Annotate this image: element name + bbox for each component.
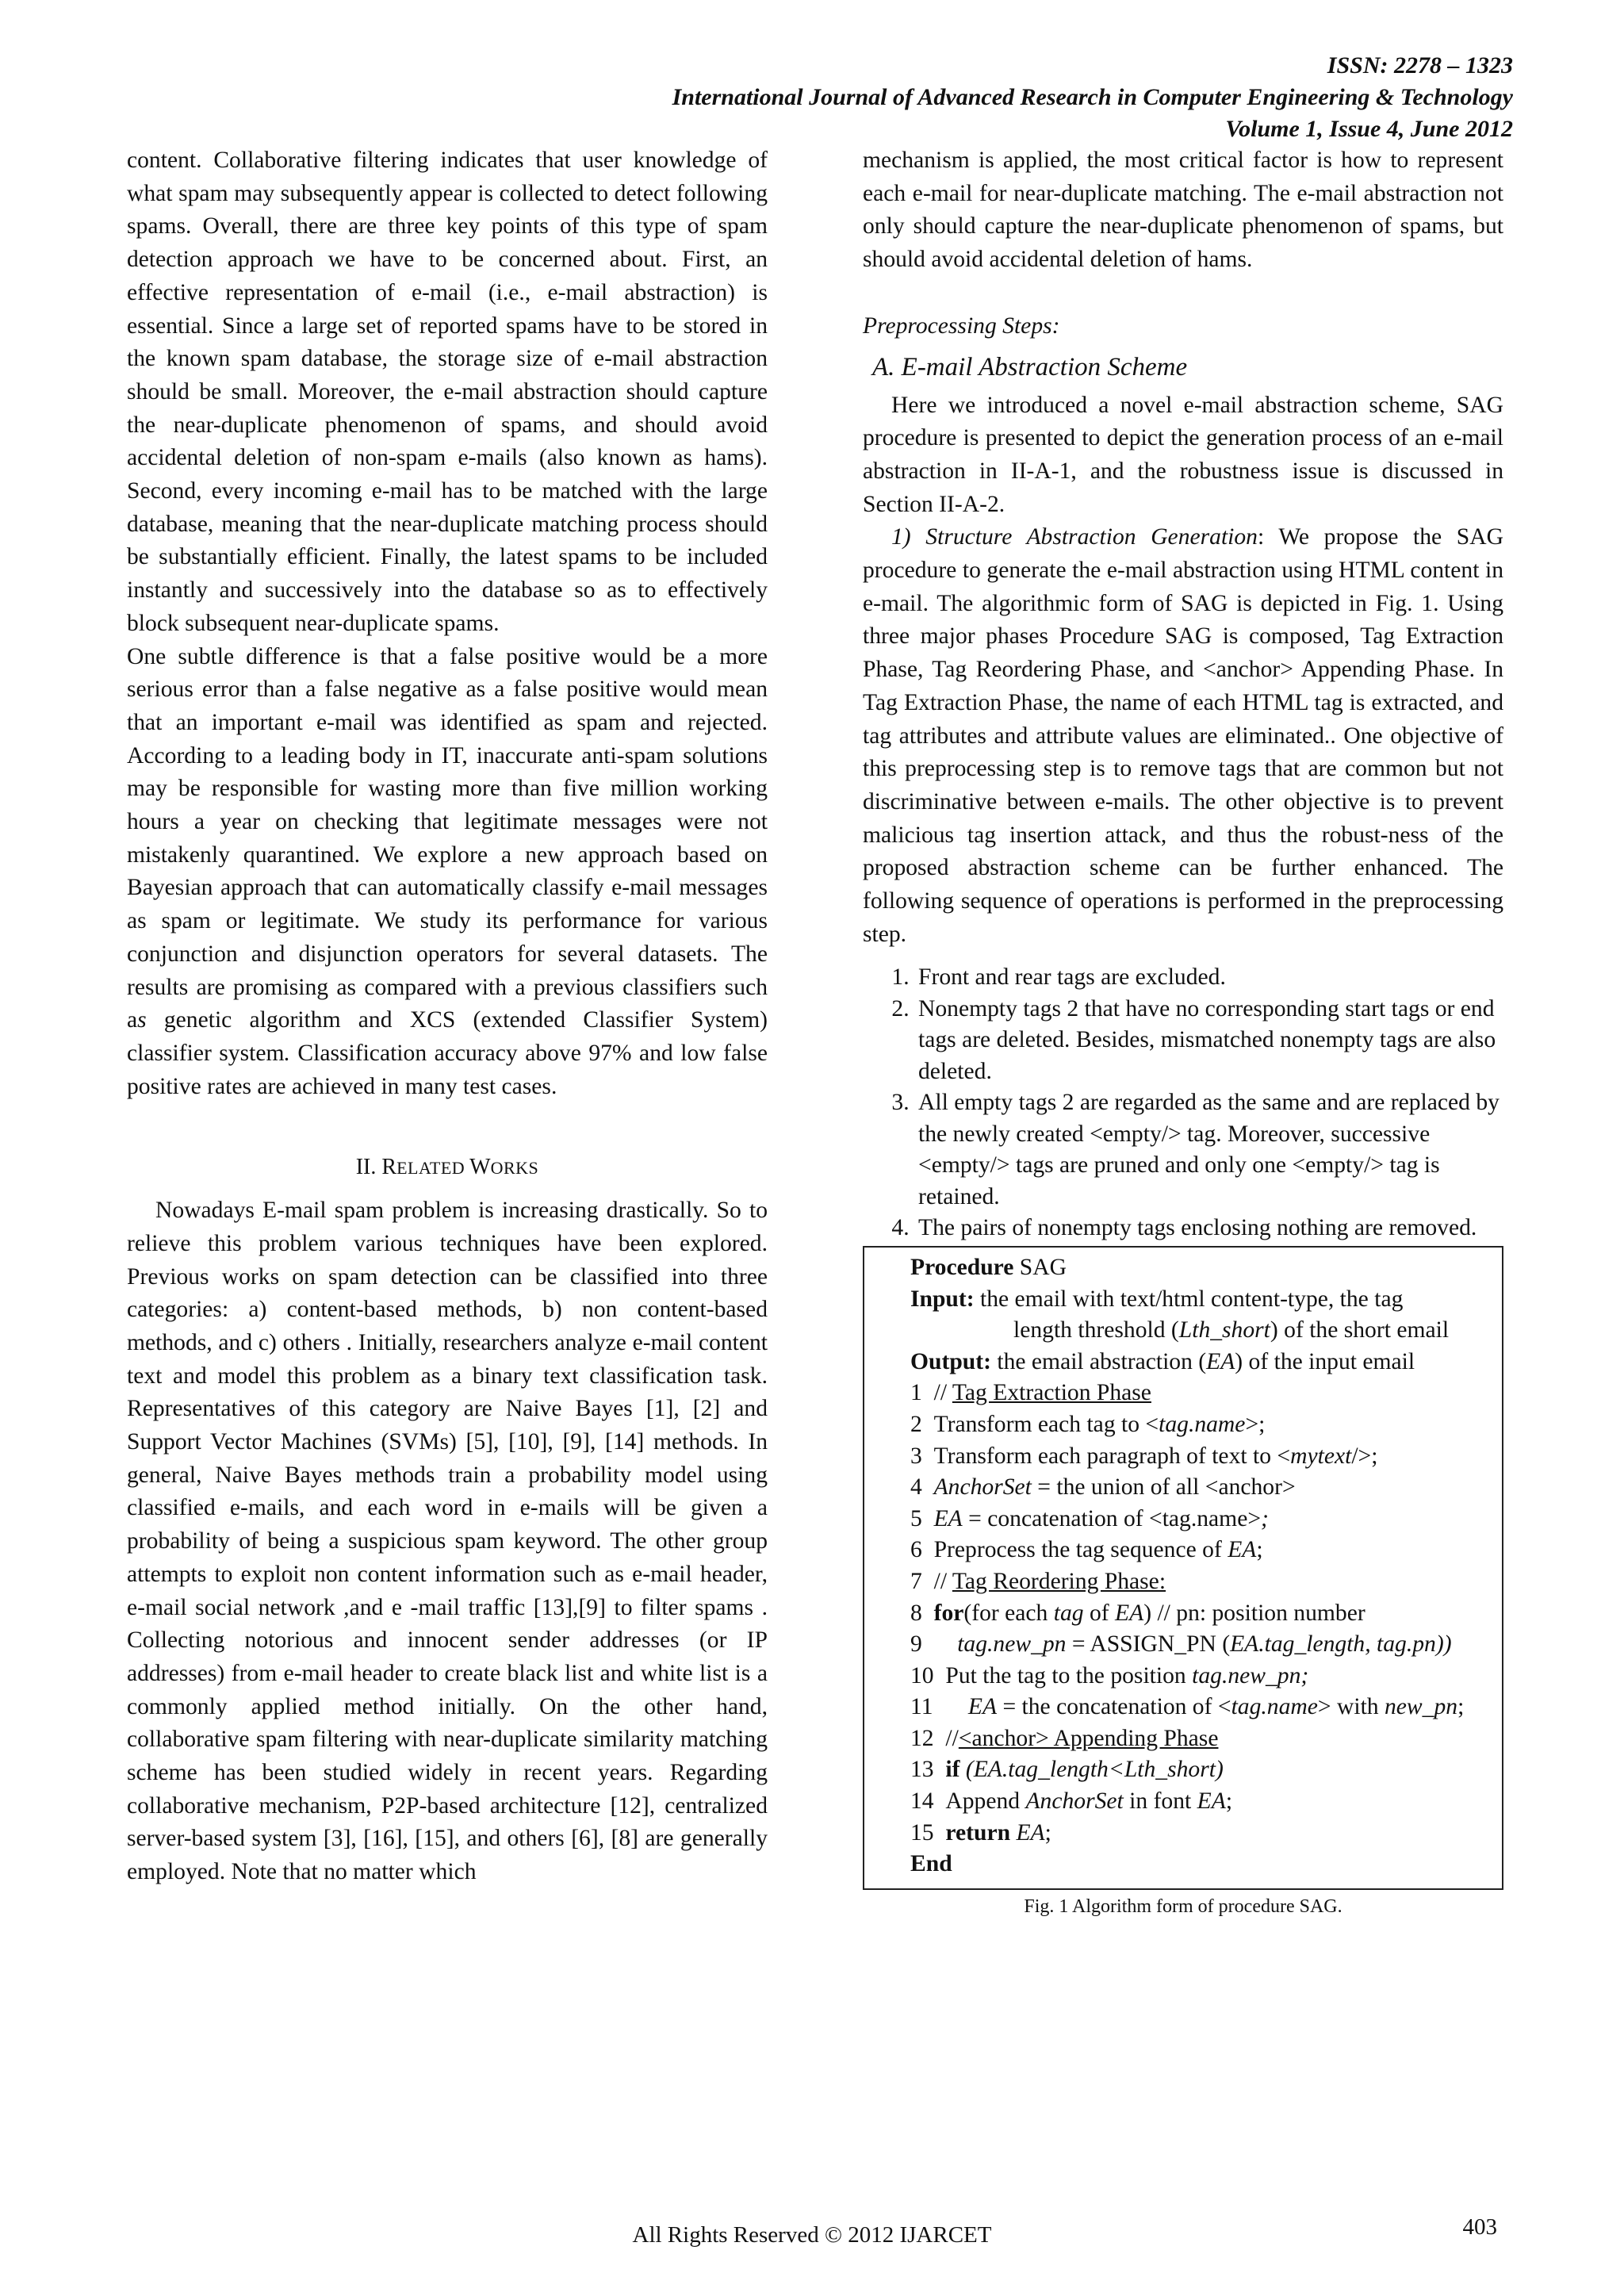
alg-line-number: 1 <box>910 1380 922 1406</box>
alg-text: = concatenation of <tag.name> <box>962 1505 1262 1531</box>
alg-text: = ASSIGN_PN ( <box>1066 1631 1231 1658</box>
alg-line-12 <box>879 1723 1488 1755</box>
alg-line-15 <box>879 1818 1488 1849</box>
left-paragraph-2 <box>127 641 768 1104</box>
alg-line-number: 13 <box>910 1757 934 1783</box>
right-paragraph-1: mechanism is applied, the most critical factor is how to represent each e-mail for near-duplicate matching. The e-mail abstraction not only should capture the near-duplicate phenomenon of spams, but should avoid accidental deletion of hams. <box>863 148 1503 273</box>
alg-text: > with <box>1317 1694 1385 1720</box>
page-number: 403 <box>1462 2214 1497 2240</box>
alg-keyword: Procedure <box>910 1254 1014 1280</box>
alg-italic: AnchorSet <box>933 1474 1032 1501</box>
left-p2-text-a: One subtle difference is that a false positive would be a more serious error than a false negative as a false positive would mean that an important e-mail was identified as spam and rejected. According to a leading body in IT, inaccurate anti-spam solutions may be responsible for wasting more than five million working hours a year on checking that legitimate messages were not mistakenly quarantined. We explore a new approach based on Bayesian approach that can automatically classify e-mail messages as spam or legitimate. We study its performance for various conjunction and disjunction operators for several datasets. The results are promising as compared with a previous classifiers such a <box>127 643 768 1033</box>
preprocessing-heading: Preprocessing Steps: <box>863 312 1060 339</box>
alg-line-number: 12 <box>910 1725 934 1751</box>
left-paragraph-1: content. Collaborative filtering indicates that user knowledge of what spam may subsequently appear is collected to detect following spams. Overall, there are three key points of this type of spam detection approach we have to be concerned about. First, an effective representation of e-mail (i.e., e-mail abstraction) is essential. Since a large set of reported spams have to be stored in the known spam database, the storage size of e-mail abstraction should be small. Moreover, the e-mail abstraction should capture the near-duplicate phenomenon of spams, and should avoid accidental deletion of non-spam e-mails (also known as hams). Second, every incoming e-mail has to be matched with the large database, meaning that the near-duplicate matching process should be substantially efficient. Finally, the latest spams to be included instantly and successively into the database so as to effectively block subsequent near-duplicate spams. <box>127 148 768 636</box>
alg-italic: ; <box>1261 1505 1269 1531</box>
alg-input <box>879 1284 1488 1316</box>
alg-text: = the concatenation of < <box>997 1694 1231 1720</box>
alg-italic: EA <box>1228 1537 1257 1563</box>
right-p3-text: : We propose the SAG procedure to generate the e-mail abstraction using HTML content in e-mail. The algorithmic form of SAG is depicted in Fig. 1. Using three major phases Procedure SAG is composed, Tag Extraction Phase, Tag Reordering Phase, and <anchor> Appending Phase. In Tag Extraction Phase, the name of each HTML tag is extracted, and tag attributes and attribute values are eliminated.. One objective of this preprocessing step is to remove tags that are common but not discriminative between e-mails. The other objective is to prevent malicious tag insertion attack, and thus the robust-ness of the proposed abstraction scheme can be further enhanced. The following sequence of operations is performed in the preprocessing step. <box>863 524 1503 947</box>
alg-text: SAG <box>1013 1254 1067 1280</box>
alg-line-3 <box>879 1441 1488 1473</box>
alg-italic: EA <box>967 1694 998 1720</box>
right-paragraph-3 <box>863 521 1503 951</box>
left-paragraph-3: Nowadays E-mail spam problem is increasing drastically. So to relieve this problem various techniques have been explored. Previous works on spam detection can be classified into three categories: a) content-based methods, b) non content-based methods, and c) others . Initially, researchers analyze e-mail content text and model this problem as a binary text classification task. Representatives of this category are Naive Bayes [1], [2] and Support Vector Machines (SVMs) [5], [10], [9], [14] methods. In general, Naive Bayes methods train a probability model using classified e-mails, and each word in e-mails will be given a probability of being a suspicious spam keyword. The other group attempts to exploit non content information such as e-mail header, e-mail social network ,and e -mail traffic [13],[9] to filter spams . Collecting notorious and innocent sender addresses (or IP addresses) from e-mail header to create black list and white list is a commonly applied method initially. On the other hand, collaborative spam filtering with near-duplicate similarity matching scheme has been studied widely in recent years. Regarding collaborative mechanism, P2P-based architecture [12], centralized server-based system [3], [16], [15], and others [6], [8] are generally employed. Note that no matter which <box>127 1198 768 1885</box>
list-item: 1. Front and rear tags are excluded. <box>915 962 1503 994</box>
alg-text: // <box>933 1568 952 1594</box>
alg-text: ; <box>1044 1819 1051 1846</box>
alg-keyword: End <box>910 1851 952 1877</box>
alg-line-number: 7 <box>910 1568 922 1594</box>
alg-text: ) of the short email <box>1270 1317 1450 1343</box>
preprocessing-steps-list <box>863 962 1503 1244</box>
list-item: 3. All empty tags 2 are regarded as the same and are replaced by the newly created <empty/> tag. Moreover, successive <empty/> tags are pruned and only one <empty/> tag is retained. <box>915 1087 1503 1213</box>
alg-text: // <box>945 1725 959 1751</box>
alg-line-6 <box>879 1535 1488 1566</box>
alg-line-number: 10 <box>910 1662 934 1688</box>
section-title-initial-1: R <box>381 1155 397 1180</box>
alg-line-2 <box>879 1409 1488 1441</box>
alg-text: // <box>933 1380 952 1406</box>
alg-line-number: 8 <box>910 1600 922 1626</box>
alg-text: the email abstraction ( <box>990 1348 1207 1374</box>
alg-text: of <box>1083 1600 1116 1626</box>
alg-text: ; <box>1457 1694 1465 1720</box>
alg-output <box>879 1347 1488 1378</box>
alg-italic: tag <box>1053 1600 1084 1626</box>
alg-line-10 <box>879 1661 1488 1692</box>
alg-line-13 <box>879 1754 1488 1786</box>
alg-italic: new_pn <box>1385 1694 1458 1720</box>
alg-keyword: Input: <box>910 1286 975 1312</box>
alg-line-8 <box>879 1598 1488 1630</box>
alg-italic: EA <box>1206 1348 1235 1374</box>
left-p2-text-b: genetic algorithm and XCS (extended Classifier System) classifier system <box>127 1007 768 1066</box>
alg-text: = the union of all <anchor> <box>1031 1474 1296 1501</box>
alg-underlined: Tag Extraction Phase <box>952 1380 1151 1406</box>
alg-text: ; <box>1225 1788 1233 1815</box>
alg-keyword: Output: <box>910 1348 991 1374</box>
header-issn: ISSN: 2278 – 1323 <box>1327 52 1513 79</box>
alg-italic: tag.name <box>1159 1411 1246 1437</box>
alg-line-9 <box>879 1629 1488 1661</box>
section-number: II. <box>355 1155 382 1180</box>
alg-text: the email with text/html content-type, the tag <box>974 1286 1404 1312</box>
alg-italic: EA <box>1197 1788 1226 1815</box>
alg-text: />; <box>1351 1443 1378 1469</box>
alg-line-number: 4 <box>910 1474 922 1501</box>
right-column <box>863 144 1503 1918</box>
alg-line-14 <box>879 1786 1488 1818</box>
alg-underlined: Tag Reordering Phase: <box>952 1568 1166 1594</box>
alg-text: ) of the input email <box>1235 1348 1415 1374</box>
right-paragraph-2: Here we introduced a novel e-mail abstraction scheme, SAG procedure is presented to depict the generation process of an e-mail abstraction in II-A-1, and the robustness issue is discussed in Section II-A-2. <box>863 392 1503 517</box>
alg-keyword: return <box>945 1819 1011 1846</box>
alg-line-number: 2 <box>910 1411 922 1437</box>
alg-italic: (EA.tag_length<Lth_short) <box>959 1757 1224 1783</box>
list-item: 4. The pairs of nonempty tags enclosing nothing are removed. <box>915 1213 1503 1244</box>
left-p2-text-c: Classification accuracy above 97% and low false positive rates are achieved in many test cases. <box>127 1040 768 1099</box>
section-title-rest-2: ORKS <box>490 1158 539 1179</box>
alg-italic: EA.tag_length, tag.pn)) <box>1230 1631 1452 1658</box>
alg-line-1 <box>879 1378 1488 1409</box>
alg-italic: EA <box>1115 1600 1144 1626</box>
alg-text: Put the tag to the position <box>945 1662 1193 1688</box>
alg-italic: EA <box>1010 1819 1045 1846</box>
list-item: 2. Nonempty tags 2 that have no corresponding start tags or end tags are deleted. Besides, mismatched nonempty tags are also deleted. <box>915 994 1503 1088</box>
alg-text: in font <box>1123 1788 1197 1815</box>
left-column <box>127 144 768 1889</box>
alg-procedure <box>879 1252 1488 1284</box>
alg-text: Preprocess the tag sequence of <box>933 1537 1228 1563</box>
section-title-initial-2: W <box>469 1155 491 1180</box>
subsection-heading: A. E-mail Abstraction Scheme <box>872 352 1188 381</box>
alg-text: (for each <box>963 1600 1054 1626</box>
alg-italic: Lth_short <box>1178 1317 1270 1343</box>
alg-line-5 <box>879 1504 1488 1535</box>
alg-text: >; <box>1245 1411 1266 1437</box>
alg-italic: AnchorSet <box>1025 1788 1124 1815</box>
section-title-related-works <box>127 1151 768 1185</box>
alg-text: Transform each tag to < <box>933 1411 1159 1437</box>
alg-line-7 <box>879 1566 1488 1598</box>
alg-text: Transform each paragraph of text to < <box>933 1443 1291 1469</box>
footer-copyright: All Rights Reserved © 2012 IJARCET <box>632 2222 992 2248</box>
alg-line-number: 6 <box>910 1537 922 1563</box>
alg-line-number: 11 <box>910 1694 933 1720</box>
run-in-heading: 1) Structure Abstraction Generation <box>891 524 1258 550</box>
alg-end <box>879 1849 1488 1880</box>
alg-underlined: <anchor> Appending Phase <box>958 1725 1219 1751</box>
alg-line-number: 3 <box>910 1443 922 1469</box>
alg-line-number: 9 <box>910 1631 922 1658</box>
alg-italic: mytext <box>1290 1443 1352 1469</box>
figure-caption: Fig. 1 Algorithm form of procedure SAG. <box>1024 1895 1342 1917</box>
alg-italic: tag.new_pn; <box>1192 1662 1309 1688</box>
header-journal-title: International Journal of Advanced Research in Computer Engineering & Technology <box>672 84 1513 110</box>
left-p2-italic-2: . <box>284 1040 290 1066</box>
alg-text: ) // pn: position number <box>1143 1600 1365 1626</box>
alg-text: length threshold ( <box>1013 1317 1179 1343</box>
section-title-rest-1: ELATED <box>396 1158 470 1179</box>
alg-text: ; <box>1256 1537 1263 1563</box>
alg-text: Append <box>945 1788 1026 1815</box>
alg-line-number: 5 <box>910 1505 922 1531</box>
alg-line-number: 14 <box>910 1788 934 1815</box>
alg-italic: tag.new_pn <box>957 1631 1067 1658</box>
alg-line-number: 15 <box>910 1819 934 1846</box>
alg-line-11 <box>879 1692 1488 1723</box>
header-volume: Volume 1, Issue 4, June 2012 <box>1225 116 1513 142</box>
alg-italic: tag.name <box>1231 1694 1318 1720</box>
alg-line-4 <box>879 1472 1488 1504</box>
alg-keyword: if <box>945 1757 960 1783</box>
alg-input-cont <box>879 1315 1488 1347</box>
alg-keyword: for <box>933 1600 964 1626</box>
algorithm-box <box>863 1246 1503 1890</box>
alg-italic: EA <box>933 1505 963 1531</box>
left-p2-italic: s <box>137 1007 147 1033</box>
